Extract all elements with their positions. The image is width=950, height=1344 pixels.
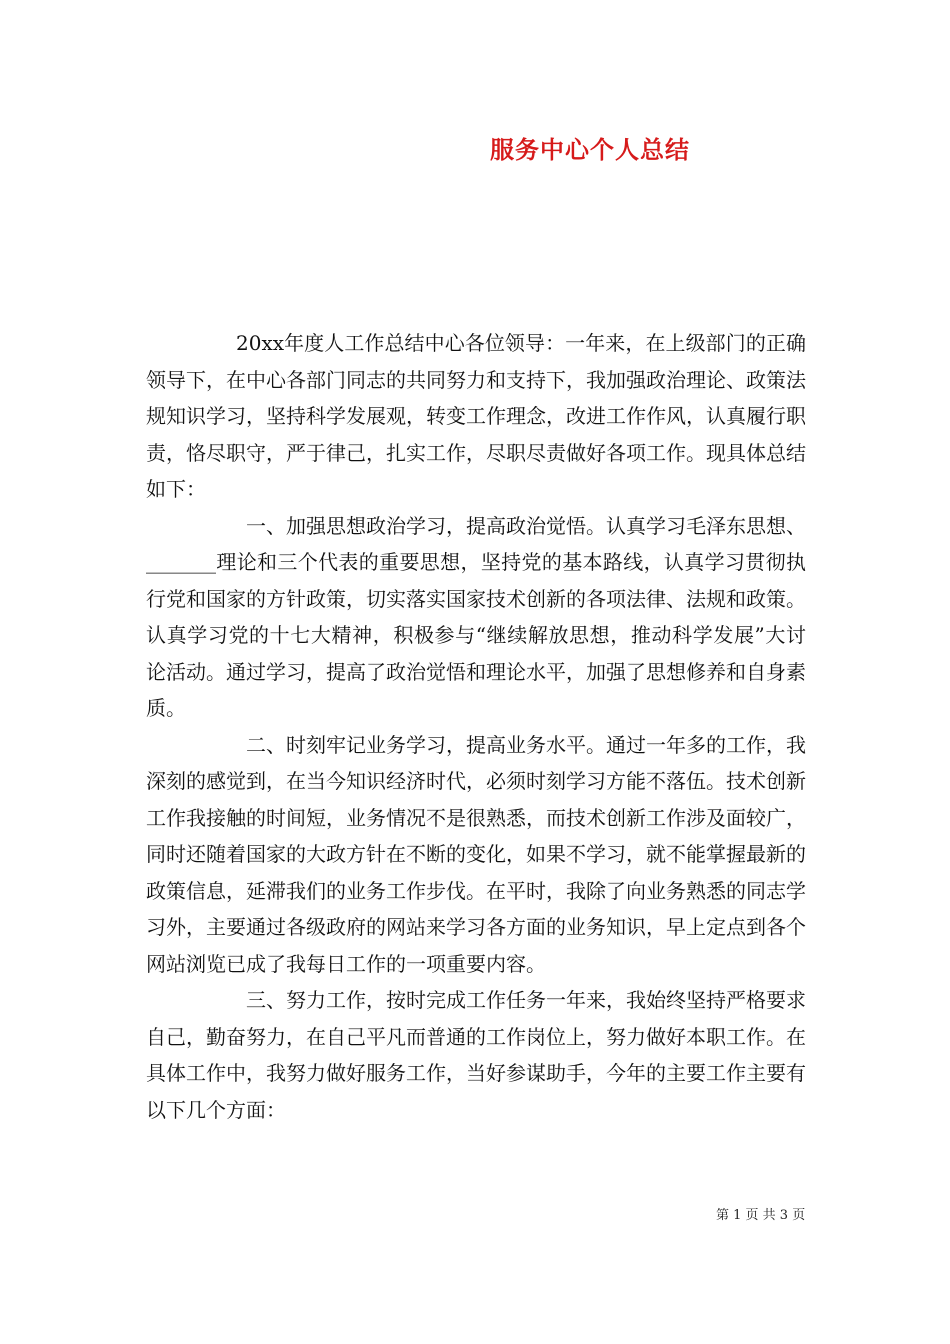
section-one-paragraph: 一、加强思想政治学习，提高政治觉悟。认真学习毛泽东思想、_______理论和三个代表的重要思想，坚持党的基本路线，认真学习贯彻执行党和国家的方针政策，切实落实国家技术创新的各项法律、法规和政策。认真学习党的十七大精神，积极参与“继续解放思想，推动科学发展”大讨论活动。通过学习，提高了政治觉悟和理论水平，加强了思想修养和自身素质。	[146, 513, 806, 720]
document-title: 服务中心个人总结	[490, 135, 690, 164]
page-number-footer: 第 1 页 共 3 页	[716, 1208, 806, 1223]
section-three-paragraph: 三、努力工作，按时完成工作任务一年来，我始终坚持严格要求自己，勤奋努力，在自己平凡而普通的工作岗位上，努力做好本职工作。在具体工作中，我努力做好服务工作，当好参谋助手，今年的主要工作主要有以下几个方面：	[146, 988, 806, 1122]
section-two-paragraph: 二、时刻牢记业务学习，提高业务水平。通过一年多的工作，我深刻的感觉到，在当今知识经济时代，必须时刻学习方能不落伍。技术创新工作我接触的时间短，业务情况不是很熟悉，而技术创新工作涉及面较广，同时还随着国家的大政方针在不断的变化，如果不学习，就不能掌握最新的政策信息，延滞我们的业务工作步伐。在平时，我除了向业务熟悉的同志学习外，主要通过各级政府的网站来学习各方面的业务知识，早上定点到各个网站浏览已成了我每日工作的一项重要内容。	[146, 732, 806, 976]
intro-paragraph: 20xx年度人工作总结中心各位领导：一年来，在上级部门的正确领导下，在中心各部门同志的共同努力和支持下，我加强政治理论、政策法规知识学习，坚持科学发展观，转变工作理念，改进工作作风，认真履行职责，恪尽职守，严于律己，扎实工作，尽职尽责做好各项工作。现具体总结如下：	[146, 331, 806, 501]
document-body	[146, 325, 806, 1128]
